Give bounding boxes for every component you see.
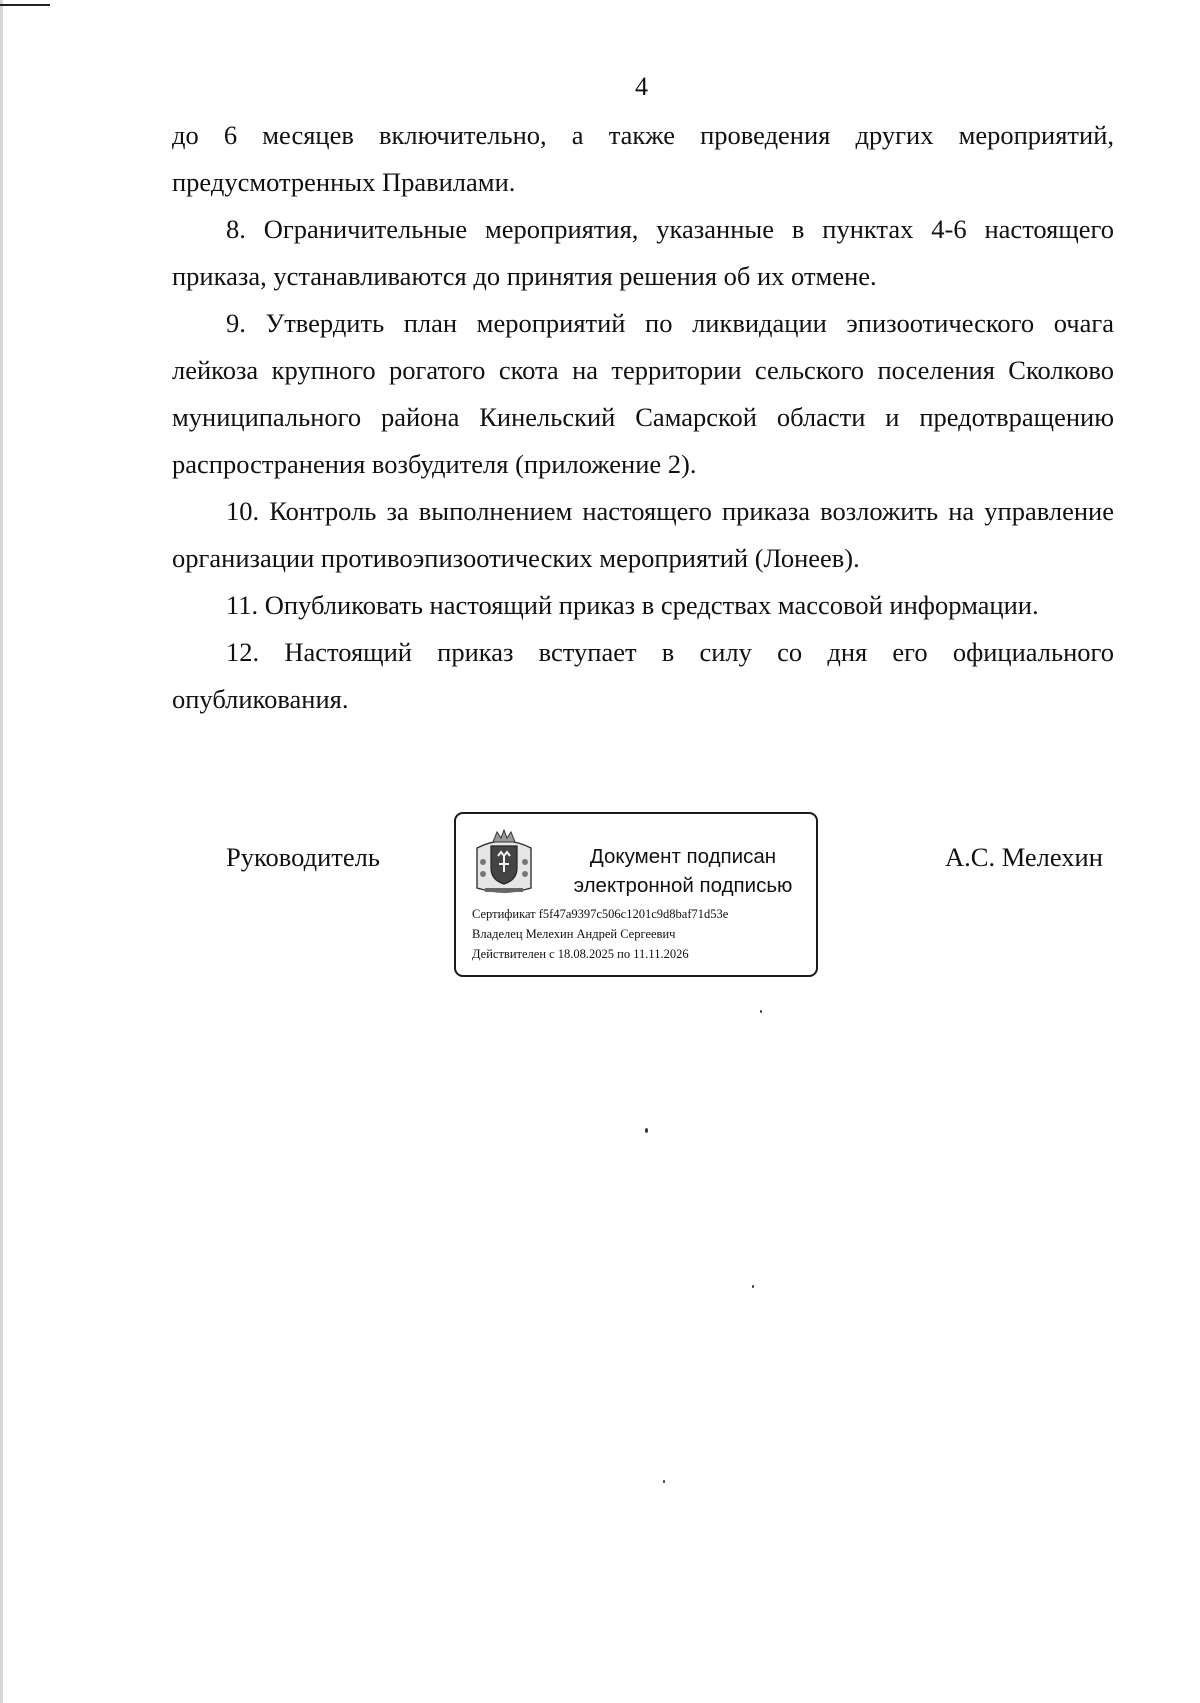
scan-speck (645, 1128, 648, 1133)
paragraph-item-12: 12. Настоящий приказ вступает в силу со дня его официального опубликования. (172, 637, 1114, 714)
scan-speck (760, 1010, 762, 1013)
paragraph-continuation: до 6 месяцев включительно, а также проведения других мероприятий, предусмотренных Правилами. (172, 120, 1114, 197)
certificate-number: Сертификат f5f47a9397c506c1201c9d8baf71d53e (472, 907, 729, 921)
certificate-validity: Действителен с 18.08.2025 по 11.11.2026 (472, 947, 689, 961)
signatory-role: Руководитель (226, 842, 380, 872)
scan-speck (752, 1285, 754, 1288)
paragraph-item-8: 8. Ограничительные мероприятия, указанные в пунктах 4-6 настоящего приказа, устанавливаются до принятия решения об их отмене. (172, 214, 1114, 291)
stamp-title (556, 842, 810, 900)
electronic-signature-stamp (454, 812, 818, 977)
paragraph-item-11: 11. Опубликовать настоящий приказ в средствах массовой информации. (226, 590, 1039, 620)
certificate-owner: Владелец Мелехин Андрей Сергеевич (472, 927, 676, 941)
stamp-title-line-1: Документ подписан (589, 845, 777, 868)
page-number: 4 (635, 72, 648, 101)
stamp-title-line-2: электронной подписью (573, 874, 793, 897)
paragraph-item-10: 10. Контроль за выполнением настоящего приказа возложить на управление организации противоэпизоотических мероприятий (Лонеев). (172, 496, 1114, 573)
signature-block (0, 812, 1200, 982)
paragraph-item-9: 9. Утвердить план мероприятий по ликвидации эпизоотического очага лейкоза крупного рогатого скота на территории сельского поселения Сколково муниципального района Кинельский Самарской области и предотвращению распространения возбудителя (приложение 2). (172, 308, 1114, 479)
signatory-name: А.С. Мелехин (945, 842, 1103, 872)
document-body (172, 112, 1114, 723)
scan-speck (663, 1480, 665, 1483)
coat-of-arms-icon (473, 828, 535, 896)
scan-edge-top (0, 4, 50, 6)
